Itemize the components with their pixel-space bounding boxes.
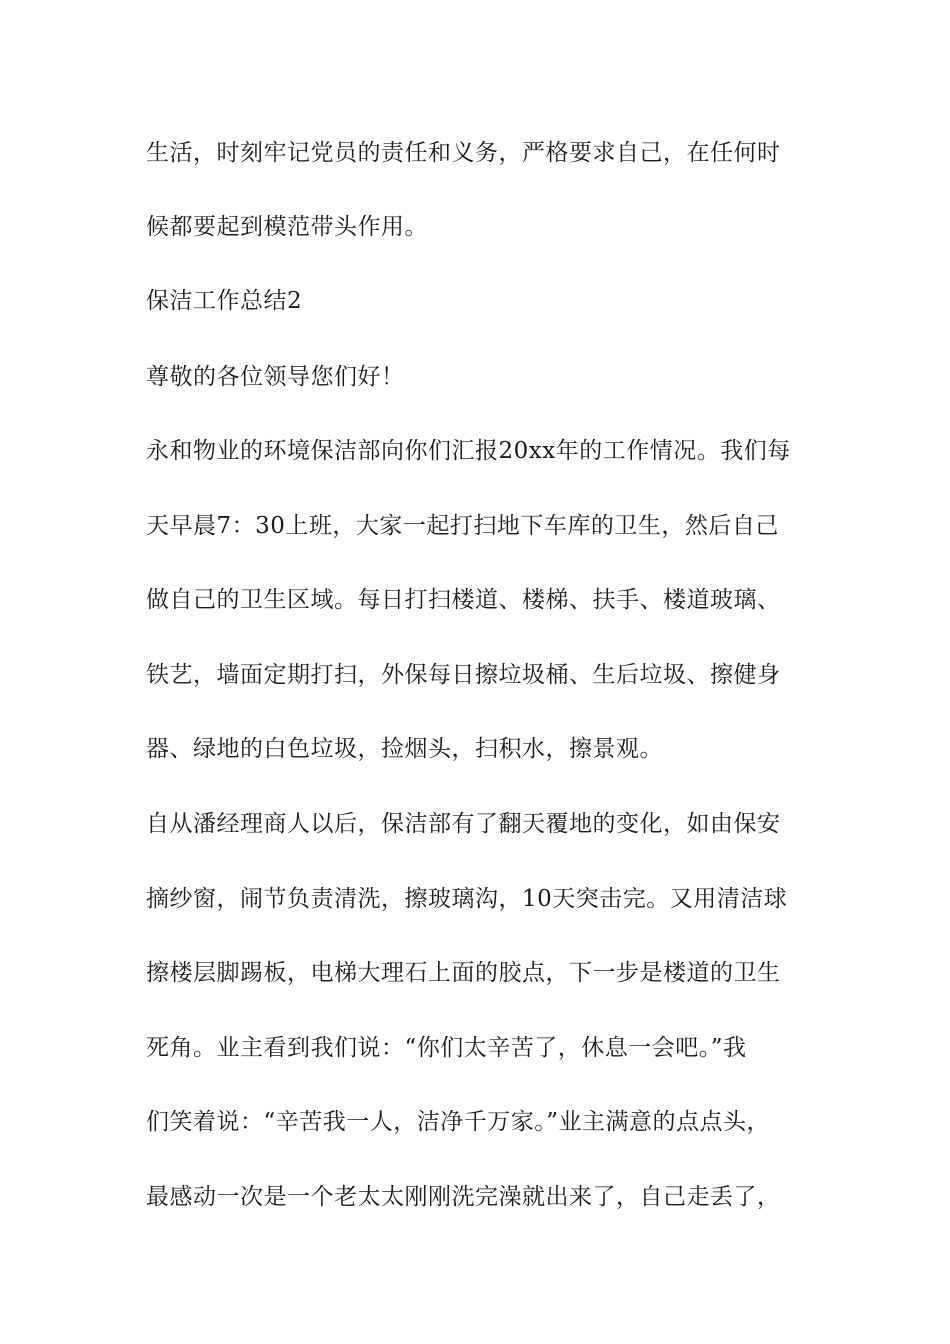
text-line: 最感动一次是一个老太太刚刚洗完澡就出来了，自己走丢了， (146, 1184, 781, 1210)
section-heading: 保洁工作总结2 (146, 288, 303, 314)
text-line: 生活，时刻牢记党员的责任和义务，严格要求自己，在任何时 (146, 140, 781, 166)
text-line: 摘纱窗，闹节负责清洗，擦玻璃沟，10天突击完。又用清洁球 (146, 886, 788, 912)
text-line: 们笑着说：“辛苦我一人，洁净千万家。”业主满意的点点头， (146, 1109, 771, 1135)
text-line: 铁艺，墙面定期打扫，外保每日擦垃圾桶、生后垃圾、擦健身 (146, 662, 781, 688)
text-line: 擦楼层脚踢板，电梯大理石上面的胶点，下一步是楼道的卫生 (146, 960, 781, 986)
text-line: 天早晨7：30上班，大家一起打扫地下车库的卫生，然后自己 (146, 513, 779, 539)
greeting-line: 尊敬的各位领导您们好！ (146, 364, 405, 390)
text-line: 器、绿地的白色垃圾，捡烟头，扫积水，擦景观。 (146, 736, 663, 762)
text-line: 做自己的卫生区域。每日打扫楼道、楼梯、扶手、楼道玻璃、 (146, 587, 781, 613)
text-line: 死角。业主看到我们说：“你们太辛苦了，休息一会吧。”我 (146, 1035, 747, 1061)
text-line: 候都要起到模范带头作用。 (146, 214, 428, 240)
text-line: 自从潘经理商人以后，保洁部有了翻天覆地的变化，如由保安 (146, 811, 781, 837)
text-line: 永和物业的环境保洁部向你们汇报20xx年的工作情况。我们每 (146, 438, 791, 464)
